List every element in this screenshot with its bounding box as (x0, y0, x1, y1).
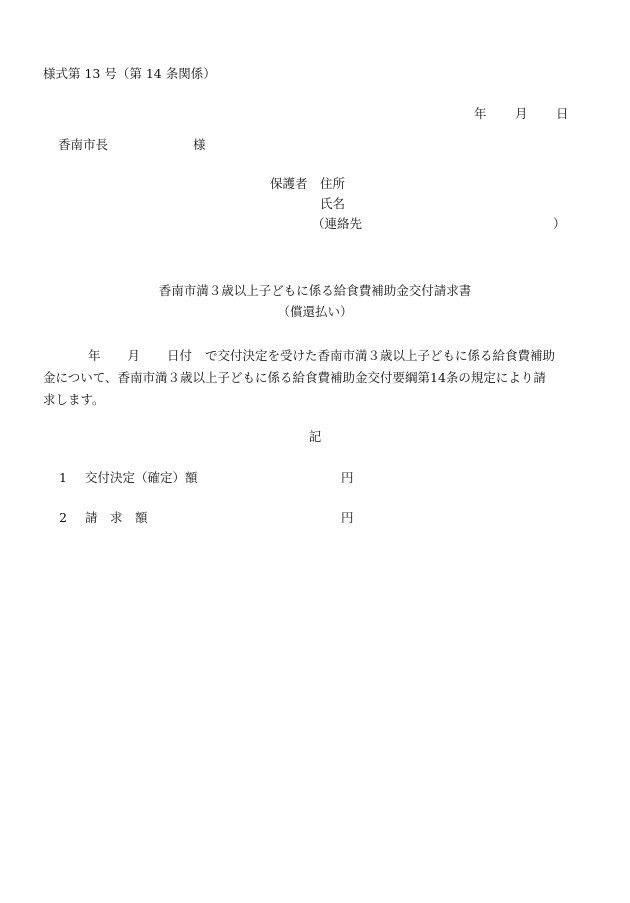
document-title: 香南市満３歳以上子どもに係る給食費補助金交付請求書 (158, 283, 472, 298)
date-month-label: 月 (515, 106, 528, 121)
item-number-2: 2 (59, 510, 67, 525)
body-day-label: 日付 (167, 348, 193, 363)
item-unit-1: 円 (341, 470, 354, 485)
applicant-contact-close: ） (553, 216, 566, 231)
date-day-label: 日 (556, 106, 569, 121)
body-month-label: 月 (127, 348, 141, 363)
applicant-address-label: 住所 (320, 176, 346, 191)
body-paragraph (43, 345, 589, 411)
document-subtitle: （償還払い） (277, 304, 353, 319)
body-text-1: で交付決定を受けた香南市満３歳以上子どもに係る給食費補助 (205, 348, 556, 363)
body-year-label: 年 (88, 348, 101, 363)
body-line-3: 求します。 (43, 392, 105, 407)
item-label-2: 請 求 額 (85, 510, 148, 525)
item-label-1: 交付決定（確定）額 (85, 470, 198, 485)
date-year-label: 年 (474, 106, 487, 121)
applicant-role: 保護者 (270, 176, 308, 191)
applicant-contact-open: （連絡先 (312, 216, 363, 231)
form-number: 様式第 13 号（第 14 条関係） (43, 66, 216, 81)
ki-heading: 記 (308, 429, 322, 444)
item-number-1: 1 (59, 470, 67, 485)
addressee-honorific: 様 (193, 137, 206, 152)
applicant-name-label: 氏名 (320, 196, 346, 211)
body-line-2: 金について、香南市満３歳以上子どもに係る給食費補助金交付要綱第14条の規定により請 (43, 370, 546, 385)
body-line-1 (43, 345, 589, 367)
addressee-name: 香南市長 (58, 137, 109, 152)
item-unit-2: 円 (341, 510, 354, 525)
